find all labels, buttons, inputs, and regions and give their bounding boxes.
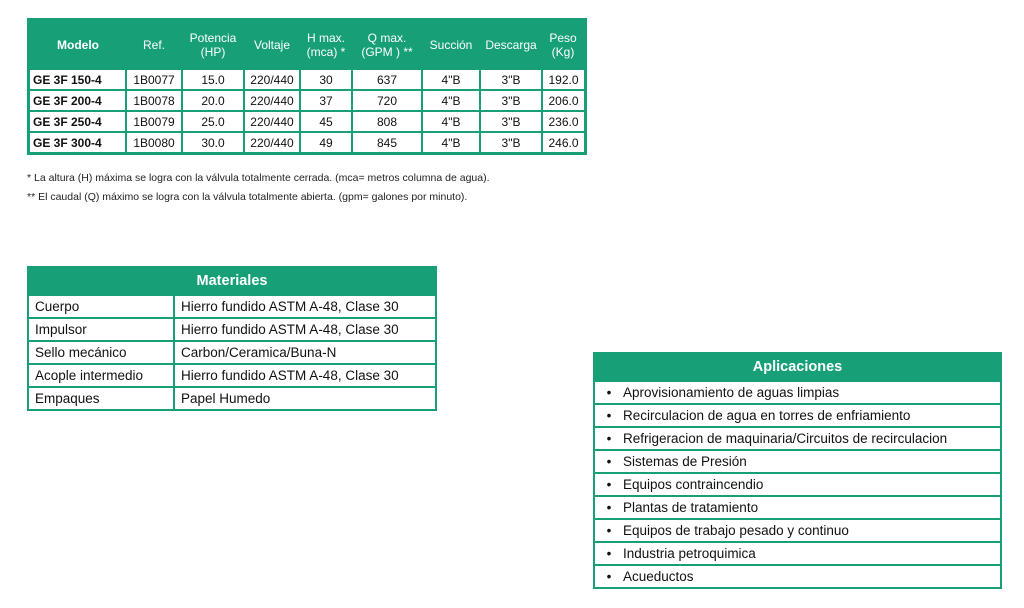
aplicacion-item [594,427,1001,450]
header-h-max: H max. (mca) * [300,20,352,70]
spec-cell: 3"B [480,69,542,90]
aplicacion-row [594,542,1001,565]
aplicacion-row [594,519,1001,542]
aplicacion-label: Equipos contraincendio [623,477,764,492]
footnote-q-max: ** El caudal (Q) máximo se logra con la válvula totalmente abierta. (gpm= galones por minuto). [27,191,468,203]
aplicacion-row [594,427,1001,450]
material-part: Impulsor [28,318,174,341]
materiales-row [28,318,436,341]
spec-cell: 3"B [480,111,542,132]
materiales-title: Materiales [28,267,436,295]
aplicacion-row [594,381,1001,404]
spec-row [29,90,586,111]
header-ref: Ref. [126,20,182,70]
header-succion: Succión [422,20,480,70]
spec-cell: 808 [352,111,422,132]
aplicacion-label: Aprovisionamiento de aguas limpias [623,385,840,400]
aplicacion-label: Recirculacion de agua en torres de enfriamiento [623,408,911,423]
spec-cell: 3"B [480,90,542,111]
spec-cell: 15.0 [182,69,244,90]
bullet-icon: • [606,431,612,446]
bullet-icon: • [606,454,612,469]
aplicacion-label: Equipos de trabajo pesado y continuo [623,523,849,538]
header-voltaje: Voltaje [244,20,300,70]
spec-cell: 37 [300,90,352,111]
spec-cell: 637 [352,69,422,90]
bullet-icon: • [606,500,612,515]
bullet-icon: • [606,523,612,538]
spec-cell: 1B0080 [126,132,182,154]
aplicacion-label: Refrigeracion de maquinaria/Circuitos de recirculacion [623,431,948,446]
material-part: Acople intermedio [28,364,174,387]
spec-cell: 845 [352,132,422,154]
spec-table [27,18,587,155]
material-part: Cuerpo [28,295,174,318]
spec-cell: 45 [300,111,352,132]
material-value: Carbon/Ceramica/Buna-N [174,341,436,364]
aplicacion-row [594,473,1001,496]
header-peso: Peso (Kg) [542,20,586,70]
material-value: Hierro fundido ASTM A-48, Clase 30 [174,295,436,318]
header-modelo: Modelo [29,20,127,70]
spec-cell: 246.0 [542,132,586,154]
spec-row [29,132,586,154]
material-value: Hierro fundido ASTM A-48, Clase 30 [174,318,436,341]
footnote-h-max: * La altura (H) máxima se logra con la válvula totalmente cerrada. (mca= metros columna de agua). [27,172,490,184]
materiales-row [28,387,436,410]
aplicacion-label: Acueductos [623,569,694,584]
materiales-table [27,266,437,411]
spec-cell: 220/440 [244,111,300,132]
aplicacion-row [594,496,1001,519]
spec-cell: GE 3F 250-4 [29,111,127,132]
material-value: Hierro fundido ASTM A-48, Clase 30 [174,364,436,387]
bullet-icon: • [606,385,612,400]
spec-cell: 4"B [422,69,480,90]
spec-row [29,111,586,132]
spec-cell: 20.0 [182,90,244,111]
aplicacion-label: Plantas de tratamiento [623,500,759,515]
aplicacion-label: Industria petroquimica [623,546,756,561]
header-descarga: Descarga [480,20,542,70]
spec-row [29,69,586,90]
header-q-max: Q max. (GPM ) ** [352,20,422,70]
bullet-icon: • [606,408,612,423]
aplicacion-item [594,542,1001,565]
aplicacion-item [594,496,1001,519]
spec-cell: 49 [300,132,352,154]
bullet-icon: • [606,569,612,584]
materiales-row [28,295,436,318]
material-part: Empaques [28,387,174,410]
aplicacion-row [594,404,1001,427]
spec-cell: 4"B [422,132,480,154]
spec-cell: 720 [352,90,422,111]
aplicaciones-title: Aplicaciones [594,353,1001,381]
aplicaciones-table [593,352,1002,589]
spec-cell: 1B0078 [126,90,182,111]
spec-cell: 3"B [480,132,542,154]
spec-cell: 236.0 [542,111,586,132]
spec-cell: 1B0079 [126,111,182,132]
spec-cell: 1B0077 [126,69,182,90]
material-part: Sello mecánico [28,341,174,364]
spec-cell: 30.0 [182,132,244,154]
aplicacion-item [594,404,1001,427]
spec-cell: 4"B [422,90,480,111]
spec-cell: GE 3F 300-4 [29,132,127,154]
materiales-row [28,341,436,364]
spec-cell: 220/440 [244,90,300,111]
aplicacion-item [594,450,1001,473]
aplicacion-item [594,381,1001,404]
spec-cell: 25.0 [182,111,244,132]
spec-cell: 220/440 [244,132,300,154]
spec-cell: 192.0 [542,69,586,90]
spec-cell: 4"B [422,111,480,132]
spec-cell: GE 3F 200-4 [29,90,127,111]
spec-cell: 220/440 [244,69,300,90]
aplicacion-row [594,565,1001,588]
bullet-icon: • [606,477,612,492]
aplicacion-item [594,473,1001,496]
aplicacion-label: Sistemas de Presión [623,454,747,469]
material-value: Papel Humedo [174,387,436,410]
header-potencia: Potencia (HP) [182,20,244,70]
spec-cell: 206.0 [542,90,586,111]
materiales-row [28,364,436,387]
aplicacion-item [594,565,1001,588]
spec-cell: 30 [300,69,352,90]
spec-cell: GE 3F 150-4 [29,69,127,90]
aplicacion-row [594,450,1001,473]
spec-header-row [29,20,586,70]
bullet-icon: • [606,546,612,561]
aplicacion-item [594,519,1001,542]
